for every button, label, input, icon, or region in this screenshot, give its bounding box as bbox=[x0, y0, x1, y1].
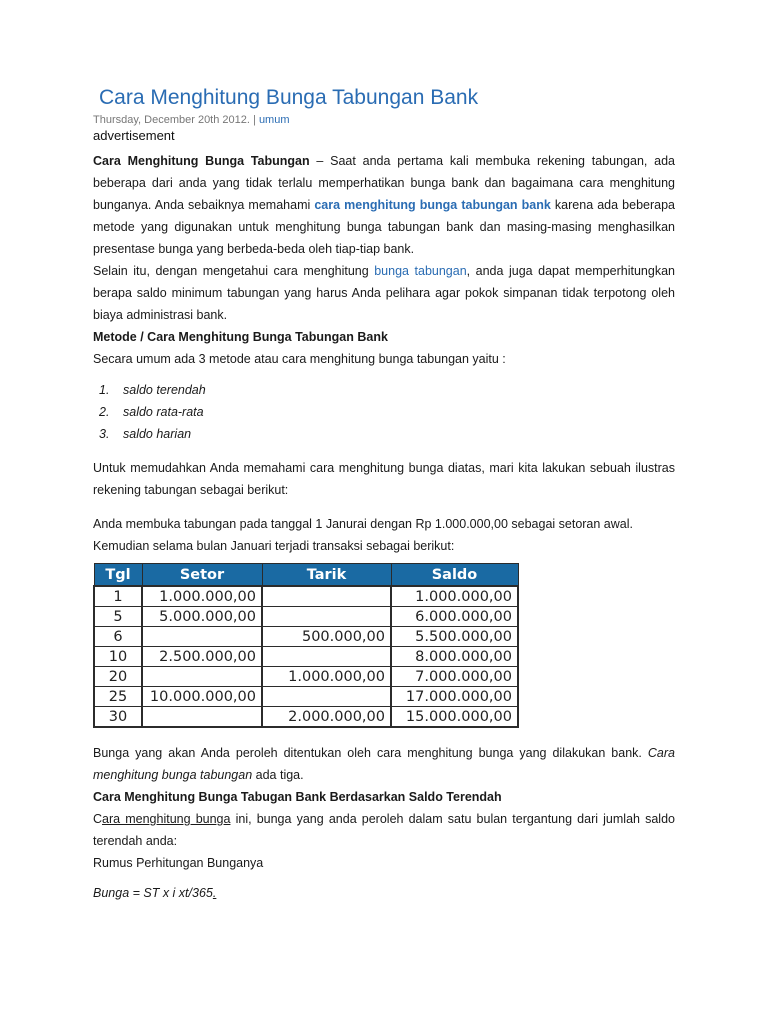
link-bunga-tabungan[interactable]: bunga tabungan bbox=[374, 264, 467, 278]
cell-tarik bbox=[262, 607, 391, 627]
list-label: saldo harian bbox=[123, 427, 192, 441]
cell-tgl: 5 bbox=[94, 607, 142, 627]
article bbox=[93, 84, 675, 904]
cell-tarik bbox=[262, 687, 391, 707]
cell-setor: 2.500.000,00 bbox=[142, 647, 262, 667]
cell-setor: 10.000.000,00 bbox=[142, 687, 262, 707]
table-row bbox=[94, 667, 518, 687]
cell-setor: 5.000.000,00 bbox=[142, 607, 262, 627]
p6-text-b: ada tiga. bbox=[252, 768, 304, 782]
list-label: saldo terendah bbox=[123, 383, 206, 397]
interest-formula bbox=[93, 882, 675, 904]
paragraph-bunga-yang-akan bbox=[93, 742, 675, 786]
cell-tarik bbox=[262, 586, 391, 607]
p7-lead: C bbox=[93, 812, 103, 826]
transaction-table bbox=[93, 563, 519, 728]
cell-tarik: 2.000.000,00 bbox=[262, 707, 391, 728]
table-header-row bbox=[94, 564, 518, 587]
formula-text: Bunga = ST x i xt/365 bbox=[93, 886, 213, 900]
paragraph-cara-menghitung-bunga bbox=[93, 808, 675, 852]
cell-setor bbox=[142, 667, 262, 687]
advertisement-label: advertisement bbox=[93, 128, 175, 143]
paragraph-secara-umum: Secara umum ada 3 metode atau cara menghitung bunga tabungan yaitu : bbox=[93, 352, 506, 366]
heading-saldo-terendah: Cara Menghitung Bunga Tabugan Bank Berdasarkan Saldo Terendah bbox=[93, 790, 502, 804]
col-header-saldo: Saldo bbox=[391, 564, 518, 587]
cell-saldo: 15.000.000,00 bbox=[391, 707, 518, 728]
cell-saldo: 1.000.000,00 bbox=[391, 586, 518, 607]
col-header-tarik: Tarik bbox=[262, 564, 391, 587]
cell-setor: 1.000.000,00 bbox=[142, 586, 262, 607]
col-header-setor: Setor bbox=[142, 564, 262, 587]
link-cara-menghitung-bunga[interactable]: ara menghitung bunga bbox=[102, 812, 231, 826]
paragraph-untuk-memudahkan: Untuk memudahkan Anda memahami cara menghitung bunga diatas, mari kita lakukan sebuah ilustras rekening tabungan sebagai berikut: bbox=[93, 461, 675, 497]
p7-text: ini, bunga yang anda peroleh dalam satu bulan tergantung dari jumlah saldo terendah anda: bbox=[93, 812, 675, 848]
cell-tgl: 1 bbox=[94, 586, 142, 607]
meta-separator: | bbox=[253, 114, 256, 126]
paragraph-intro bbox=[93, 150, 675, 260]
formula-trailing: . bbox=[212, 886, 217, 900]
table-row bbox=[94, 607, 518, 627]
p2-text-b: , anda juga dapat memperhitungkan berapa saldo minimum tabungan yang harus Anda pelihara agar pokok simpanan tidak terpotong oleh biaya administrasi bank. bbox=[93, 264, 675, 322]
methods-list bbox=[93, 379, 675, 445]
intro-text-a: – Saat anda pertama kali membuka rekening tabungan, ada beberapa dari anda yang tidak terlalu memperhatikan bunga bank dan bagaimana cara menghitung bunganya. Anda sebaiknya memahami bbox=[93, 154, 676, 212]
cell-saldo: 7.000.000,00 bbox=[391, 667, 518, 687]
list-number: 3. bbox=[99, 427, 110, 441]
intro-text-b: karena ada beberapa metode yang digunakan untuk menghitung bunga tabungan bank dan masing-masing menghasilkan presentase bunga yang berbeda-beda oleh tiap-tiap bank. bbox=[93, 198, 676, 256]
paragraph-anda-membuka: Anda membuka tabungan pada tanggal 1 Janurai dengan Rp 1.000.000,00 sebagai setoran awal. bbox=[93, 517, 633, 531]
list-item bbox=[93, 379, 675, 401]
paragraph-rumus: Rumus Perhitungan Bunganya bbox=[93, 856, 264, 870]
cell-tarik bbox=[262, 647, 391, 667]
article-title: Cara Menghitung Bunga Tabungan Bank bbox=[99, 86, 479, 109]
table-row bbox=[94, 707, 518, 728]
category-link[interactable]: umum bbox=[258, 114, 290, 126]
post-date: Thursday, December 20th 2012. bbox=[93, 114, 250, 126]
cell-setor bbox=[142, 627, 262, 647]
cell-tgl: 20 bbox=[94, 667, 142, 687]
cell-saldo: 8.000.000,00 bbox=[391, 647, 518, 667]
cell-saldo: 17.000.000,00 bbox=[391, 687, 518, 707]
cell-tarik: 500.000,00 bbox=[262, 627, 391, 647]
cell-saldo: 5.500.000,00 bbox=[391, 627, 518, 647]
table-row bbox=[94, 687, 518, 707]
list-item bbox=[93, 401, 675, 423]
cell-tgl: 10 bbox=[94, 647, 142, 667]
cell-tgl: 6 bbox=[94, 627, 142, 647]
col-header-tgl: Tgl bbox=[94, 564, 142, 587]
article-meta bbox=[93, 113, 675, 127]
list-number: 1. bbox=[99, 383, 110, 397]
intro-bold-lead: Cara Menghitung Bunga Tabungan bbox=[93, 154, 310, 168]
paragraph-selain-itu bbox=[93, 260, 675, 326]
list-label: saldo rata-rata bbox=[123, 405, 204, 419]
link-cara-menghitung-bunga-tabungan-bank[interactable]: cara menghitung bunga tabungan bank bbox=[314, 198, 551, 212]
p6-italic: Cara menghitung bunga tabungan bbox=[93, 746, 675, 782]
table-row bbox=[94, 627, 518, 647]
paragraph-kemudian: Kemudian selama bulan Januari terjadi transaksi sebagai berikut: bbox=[93, 539, 455, 553]
cell-tarik: 1.000.000,00 bbox=[262, 667, 391, 687]
cell-tgl: 25 bbox=[94, 687, 142, 707]
p6-text-a: Bunga yang akan Anda peroleh ditentukan oleh cara menghitung bunga yang dilakukan bank. bbox=[93, 746, 648, 760]
heading-metode: Metode / Cara Menghitung Bunga Tabungan Bank bbox=[93, 330, 388, 344]
cell-setor bbox=[142, 707, 262, 728]
table-row bbox=[94, 647, 518, 667]
cell-tgl: 30 bbox=[94, 707, 142, 728]
cell-saldo: 6.000.000,00 bbox=[391, 607, 518, 627]
list-number: 2. bbox=[99, 405, 110, 419]
table-row bbox=[94, 586, 518, 607]
list-item bbox=[93, 423, 675, 445]
p2-text-a: Selain itu, dengan mengetahui cara menghitung bbox=[93, 264, 375, 278]
